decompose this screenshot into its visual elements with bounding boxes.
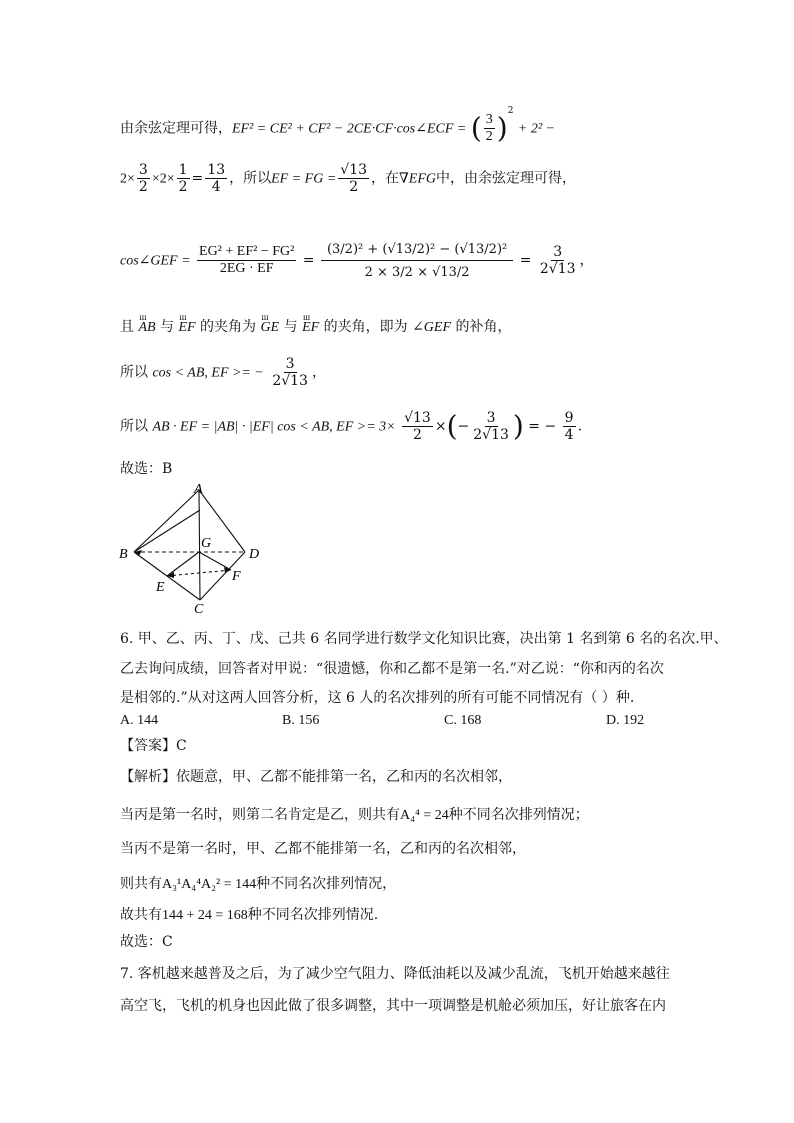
paren-open: ( xyxy=(470,111,482,145)
fraction: $\frac{3}{2}$ xyxy=(138,162,148,195)
cosine-law-line-1 xyxy=(120,105,555,145)
q6-line-3: 是相邻的.”从对这两人回答分析，这 6 人的名次排列的所有可能不同情况有（ ）种. xyxy=(120,690,635,706)
math: = − xyxy=(528,418,557,435)
text: ， xyxy=(579,252,594,269)
vector-ef: ш EF xyxy=(302,319,319,337)
label-b: B xyxy=(119,547,128,562)
q7-line-1: 7. 客机越来越普及之后，为了减少空气阻力、降低油耗以及减少乱流，飞机开始越来越往 xyxy=(120,966,670,982)
fraction: $\frac{\text{EG² + EF² − FG²}}{2EG \cdot EF}$ xyxy=(199,244,295,276)
label-a: A xyxy=(194,482,203,497)
text: 的夹角为 xyxy=(200,319,257,335)
math: EF = FG = xyxy=(271,171,337,187)
fraction: $\frac{13}{4}$ xyxy=(207,162,226,195)
q6-line-1: 6. 甲、乙、丙、丁、戊、己共 6 名同学进行数学文化知识比赛，决出第 1 名到第 6 名的名次.甲、 xyxy=(120,631,728,647)
text: 的夹角，即为 xyxy=(323,319,408,335)
q6-choice: 故选：C xyxy=(120,934,173,950)
text: 种不同名次排列情况， xyxy=(256,876,397,892)
text: ， xyxy=(311,364,326,381)
formula-tail: + 2² − xyxy=(517,121,555,137)
math: AB · EF = |AB| · |EF| cos < AB, EF >= 3× xyxy=(152,419,396,435)
q7-line-2: 高空飞，飞机的机身也因此做了很多调整，其中一项调整是机舱必须加压，好让旅客在内 xyxy=(120,998,666,1014)
text: 与 xyxy=(160,319,175,335)
option-b: B. 156 xyxy=(282,713,320,728)
math: cos∠GEF = xyxy=(120,253,191,269)
num-part: 3/2 xyxy=(332,242,353,257)
text: 故共有 xyxy=(120,907,162,923)
q6-line-2: 乙去询问成绩，回答者对甲说：“很遗憾，你和乙都不是第一名.”对乙说：“你和丙的名次 xyxy=(120,661,664,677)
fraction: $\frac{3}{2√13}$ xyxy=(473,410,509,443)
text: 种不同名次排列情况； xyxy=(448,807,589,823)
exponent: 2 xyxy=(507,105,514,116)
fraction: $\frac{3}{2}$ xyxy=(485,112,493,144)
math: ∇EFG xyxy=(399,171,437,187)
math: = xyxy=(191,170,204,187)
text: 所以 xyxy=(120,364,148,381)
fraction: $\frac{√13}{2}$ xyxy=(404,410,431,443)
text: 则共有 xyxy=(120,876,162,892)
angle-statement xyxy=(120,318,511,337)
fraction: $\frac{3}{2√13}$ xyxy=(272,356,308,389)
math: × xyxy=(434,418,447,435)
math: 2× xyxy=(120,171,135,187)
fraction: $\frac{3}{2√13}$ xyxy=(539,244,576,277)
fraction: $\frac{√13}{2}$ xyxy=(340,162,368,195)
vector-ab: ш AB xyxy=(138,319,155,337)
text: . xyxy=(577,418,583,435)
formula: EF² = CE² + CF² − 2CE·CF·cos∠ECF = xyxy=(232,121,467,137)
text: ，在 xyxy=(371,170,400,187)
text: 由余弦定理可得， xyxy=(120,120,232,137)
option-a: A. 144 xyxy=(120,713,159,728)
text: 当丙是第一名时，则第二名肯定是乙，则共有 xyxy=(120,807,400,823)
big-fraction: $\frac{\text{(3/2)² + (√13/2)² − (√13/2)²}}{2 \times 3/2 \times √13/2}$ xyxy=(321,240,513,281)
q6-analysis-5 xyxy=(120,906,378,925)
cosine-gef-line: cos∠GEF = $\frac{\text{EG² + EF² − FG²}}{2EG \cdot EF}$ = $\frac{\text{(3/2)² + (√13/2)² − (√13/2)²}}{2 \times 3/2 \times √13/2}$ = $\frac{3}{2√13}$ ， xyxy=(120,242,594,280)
text: 与 xyxy=(283,319,298,335)
label-f: F xyxy=(232,569,241,584)
option-c: C. 168 xyxy=(444,713,482,728)
vector-ge: ш GE xyxy=(260,319,279,337)
label-c: C xyxy=(194,602,204,615)
fraction: $\frac{9}{4}$ xyxy=(564,410,574,443)
cos-vector-line xyxy=(120,356,326,389)
label-d: D xyxy=(249,547,260,562)
q6-analysis-3: 当丙不是第一名时，甲、乙都不能排第一名，乙和丙的名次相邻， xyxy=(120,841,526,857)
text: 的补角， xyxy=(455,319,512,335)
q6-answer: 【答案】C xyxy=(120,738,187,754)
q6-analysis-2 xyxy=(120,806,589,825)
denominator: 2 × 3/2 × √13/2 xyxy=(364,265,470,280)
cosine-law-line-2 xyxy=(120,162,576,195)
text: 种不同名次排列情况. xyxy=(247,907,379,923)
vector-ef: ш EF xyxy=(178,319,195,337)
tetrahedron-figure xyxy=(110,480,280,615)
math: A₄⁴ = 24 xyxy=(400,808,449,823)
num-part: √13/2 xyxy=(387,242,425,257)
angle: ∠GEF xyxy=(412,320,452,335)
answer-q5: 故选：B xyxy=(120,461,173,477)
q6-analysis-4 xyxy=(120,875,396,894)
paren-close: ) xyxy=(496,111,508,145)
text: ，所以 xyxy=(229,170,272,187)
math: cos < AB, EF >= − xyxy=(152,365,264,381)
math: 144 + 24 = 168 xyxy=(162,908,248,923)
dot-product-line: 所以 AB · EF = |AB| · |EF| cos < AB, EF >= 3× $\frac{√13}{2}$ ×(− $\frac{3}{2√13}$ ) = − $\frac{9}{4}$ . xyxy=(120,409,583,443)
option-d: D. 192 xyxy=(606,713,645,728)
text: 且 xyxy=(120,319,134,335)
label-e: E xyxy=(156,580,165,595)
q6-analysis-1: 【解析】依题意，甲、乙都不能排第一名，乙和丙的名次相邻， xyxy=(120,769,512,785)
fraction: $\frac{1}{2}$ xyxy=(178,162,188,195)
math: ×2× xyxy=(151,171,175,187)
math: = xyxy=(302,252,315,269)
num-part: √13/2 xyxy=(459,242,497,257)
math: A₃¹A₄⁴A₂² = 144 xyxy=(162,877,257,892)
label-g: G xyxy=(201,536,212,551)
text: 所以 xyxy=(120,418,148,435)
text: 中，由余弦定理可得， xyxy=(436,170,577,187)
